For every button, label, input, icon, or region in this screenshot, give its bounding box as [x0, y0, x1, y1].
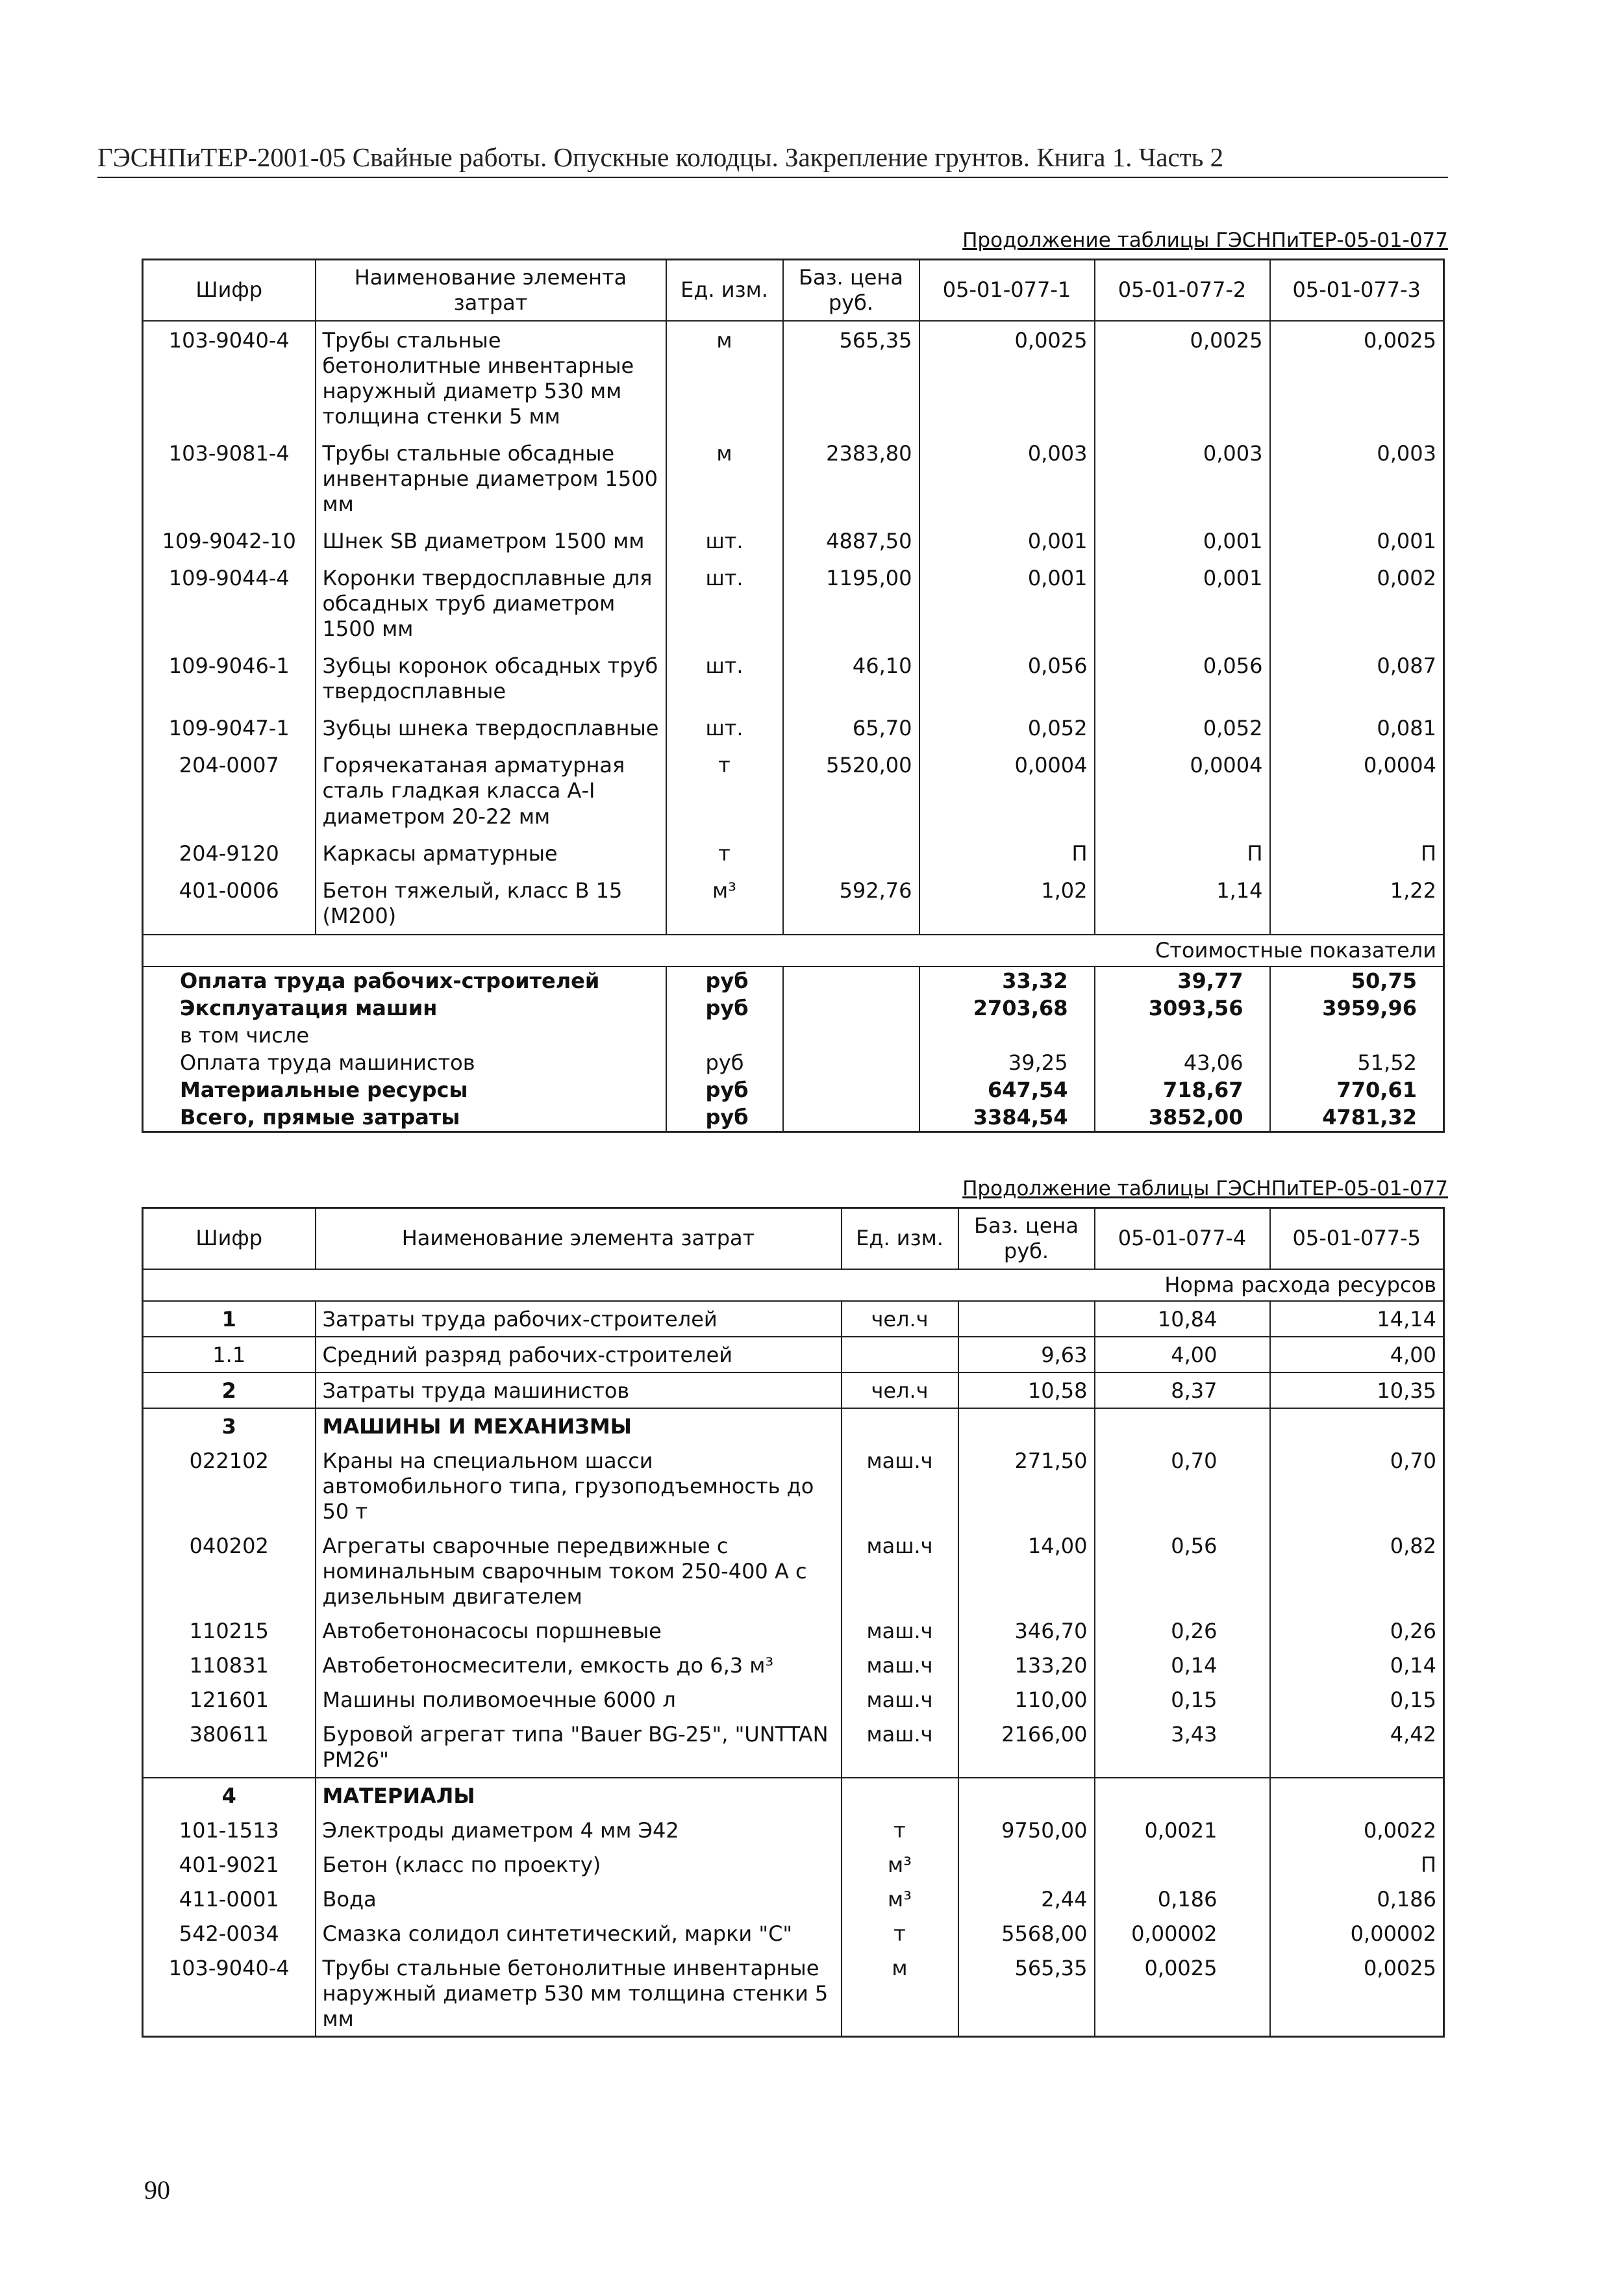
table-row: [143, 1443, 1444, 1528]
cell-value-4: [1095, 1408, 1270, 1443]
table-row: [143, 1301, 1444, 1337]
summary-label: Оплата труда рабочих-строителей: [143, 967, 666, 994]
cell-unit: шт.: [666, 559, 783, 647]
table1-caption: [948, 229, 1448, 252]
page-number: 90: [144, 2175, 170, 2205]
table-row: [143, 321, 1444, 435]
col-header-077-1: 05-01-077-1: [919, 260, 1095, 322]
cell-value-4: 0,0025: [1095, 1951, 1270, 2037]
summary-row: [143, 1022, 1444, 1049]
cell-value-5: 0,15: [1270, 1682, 1444, 1717]
cell-value-3: 0,0004: [1270, 746, 1444, 834]
cell-unit: [842, 1408, 958, 1443]
summary-price-empty: [783, 967, 919, 994]
summary-value-1: 39,25: [919, 1049, 1095, 1076]
cell-name: Бетон (класс по проекту): [316, 1847, 842, 1882]
cell-price: [958, 1301, 1095, 1337]
cell-value-5: П: [1270, 1847, 1444, 1882]
cell-value-4: 4,00: [1095, 1337, 1270, 1372]
cell-unit: т: [666, 746, 783, 834]
cell-price: 9,63: [958, 1337, 1095, 1372]
cell-value-4: 10,84: [1095, 1301, 1270, 1337]
cell-value-3: 0,003: [1270, 435, 1444, 522]
summary-value-2: [1095, 1022, 1270, 1049]
table-row: [143, 1648, 1444, 1682]
table-row: [143, 835, 1444, 872]
cell-value-5: 0,26: [1270, 1613, 1444, 1648]
cell-price: 592,76: [783, 872, 919, 935]
cell-name: Краны на специальном шасси автомобильного типа, грузоподъемность до 50 т: [316, 1443, 842, 1528]
cell-name: Автобетоносмесители, емкость до 6,3 м³: [316, 1648, 842, 1682]
col-header-077-2: 05-01-077-2: [1095, 260, 1270, 322]
cell-name: Затраты труда рабочих-строителей: [316, 1301, 842, 1337]
cell-code: 401-0006: [143, 872, 316, 935]
cell-name: МАШИНЫ И МЕХАНИЗМЫ: [316, 1408, 842, 1443]
cell-value-2: 0,052: [1095, 709, 1270, 746]
summary-label: Оплата труда машинистов: [143, 1049, 666, 1076]
cell-name: Коронки твердосплавные для обсадных труб диаметром 1500 мм: [316, 559, 666, 647]
cell-code: 110831: [143, 1648, 316, 1682]
cell-unit: м³: [666, 872, 783, 935]
cell-unit: маш.ч: [842, 1443, 958, 1528]
cell-unit: [842, 1778, 958, 1813]
table-row: [143, 1528, 1444, 1613]
col-header-name: Наименование элемента затрат: [316, 1208, 842, 1270]
col-header-077-5: 05-01-077-5: [1270, 1208, 1444, 1270]
cell-unit: чел.ч: [842, 1372, 958, 1408]
cell-value-5: 14,14: [1270, 1301, 1444, 1337]
summary-value-3: 51,52: [1270, 1049, 1444, 1076]
cell-value-2: 1,14: [1095, 872, 1270, 935]
cell-value-4: 0,186: [1095, 1882, 1270, 1916]
cell-unit: маш.ч: [842, 1682, 958, 1717]
col-header-unit: Ед. изм.: [842, 1208, 958, 1270]
cell-code: 110215: [143, 1613, 316, 1648]
summary-label: в том числе: [143, 1022, 666, 1049]
cell-price: 9750,00: [958, 1813, 1095, 1847]
cell-value-1: 0,001: [919, 522, 1095, 559]
cell-value-4: [1095, 1778, 1270, 1813]
table-row: [143, 746, 1444, 834]
cell-value-1: 0,0004: [919, 746, 1095, 834]
table-row: [143, 1372, 1444, 1408]
cell-price: [783, 835, 919, 872]
summary-value-1: [919, 1022, 1095, 1049]
cell-value-2: 0,0025: [1095, 321, 1270, 435]
cell-unit: м³: [842, 1847, 958, 1882]
cell-value-5: [1270, 1408, 1444, 1443]
cell-value-4: 0,15: [1095, 1682, 1270, 1717]
cell-value-1: 0,056: [919, 647, 1095, 709]
cell-price: 2,44: [958, 1882, 1095, 1916]
cell-value-1: 0,052: [919, 709, 1095, 746]
summary-value-3: 50,75: [1270, 967, 1444, 994]
table2-header-row: [143, 1208, 1444, 1270]
cell-value-4: 0,00002: [1095, 1916, 1270, 1951]
cell-value-1: П: [919, 835, 1095, 872]
cell-name: Шнек SB диаметром 1500 мм: [316, 522, 666, 559]
cell-code: 109-9044-4: [143, 559, 316, 647]
cell-unit: м: [842, 1951, 958, 2037]
cell-unit: маш.ч: [842, 1717, 958, 1777]
cell-code: 542-0034: [143, 1916, 316, 1951]
cell-unit: маш.ч: [842, 1613, 958, 1648]
summary-value-1: 33,32: [919, 967, 1095, 994]
cell-price: 2166,00: [958, 1717, 1095, 1777]
cell-value-1: 1,02: [919, 872, 1095, 935]
cell-name: Бетон тяжелый, класс В 15 (М200): [316, 872, 666, 935]
running-header: ГЭСНПиТЕР-2001-05 Свайные работы. Опускные колодцы. Закрепление грунтов. Книга 1. Часть 2: [97, 142, 1448, 178]
cell-unit: [842, 1337, 958, 1372]
summary-value-2: 3093,56: [1095, 994, 1270, 1022]
cell-unit: шт.: [666, 647, 783, 709]
summary-unit: руб: [666, 1104, 783, 1132]
col-header-code: Шифр: [143, 1208, 316, 1270]
table-row: [143, 709, 1444, 746]
cell-value-1: 0,0025: [919, 321, 1095, 435]
summary-value-1: 2703,68: [919, 994, 1095, 1022]
table-row: [143, 1882, 1444, 1916]
cell-code: 1.1: [143, 1337, 316, 1372]
table2-caption-text: Продолжение таблицы ГЭСНПиТЕР-05-01-077: [962, 1177, 1448, 1200]
cell-code: 103-9081-4: [143, 435, 316, 522]
cell-code: 204-9120: [143, 835, 316, 872]
cell-price: 346,70: [958, 1613, 1095, 1648]
cell-unit: м: [666, 435, 783, 522]
table2-band-row: [143, 1269, 1444, 1301]
cell-name: Каркасы арматурные: [316, 835, 666, 872]
table-row: [143, 872, 1444, 935]
summary-row: [143, 1104, 1444, 1132]
cell-name: Машины поливомоечные 6000 л: [316, 1682, 842, 1717]
table-row: [143, 1337, 1444, 1372]
cell-value-2: 0,056: [1095, 647, 1270, 709]
cell-value-4: [1095, 1847, 1270, 1882]
col-header-077-3: 05-01-077-3: [1270, 260, 1444, 322]
cell-name: Смазка солидол синтетический, марки "С": [316, 1916, 842, 1951]
table-row: [143, 1717, 1444, 1777]
summary-price-empty: [783, 1076, 919, 1104]
cell-code: 109-9047-1: [143, 709, 316, 746]
table1-header-row: [143, 260, 1444, 322]
cell-price: 110,00: [958, 1682, 1095, 1717]
cell-code: 121601: [143, 1682, 316, 1717]
summary-value-2: 43,06: [1095, 1049, 1270, 1076]
cell-value-3: 0,001: [1270, 522, 1444, 559]
summary-value-3: 770,61: [1270, 1076, 1444, 1104]
cell-value-2: 0,003: [1095, 435, 1270, 522]
cell-price: 46,10: [783, 647, 919, 709]
cell-value-5: 10,35: [1270, 1372, 1444, 1408]
cell-name: Горячекатаная арматурная сталь гладкая класса А-I диаметром 20-22 мм: [316, 746, 666, 834]
cell-price: 565,35: [783, 321, 919, 435]
summary-unit: [666, 1022, 783, 1049]
cell-code: 401-9021: [143, 1847, 316, 1882]
cell-name: Электроды диаметром 4 мм Э42: [316, 1813, 842, 1847]
col-header-name: Наименование элемента затрат: [316, 260, 666, 322]
cell-value-4: 0,0021: [1095, 1813, 1270, 1847]
table-row: [143, 435, 1444, 522]
summary-value-3: 4781,32: [1270, 1104, 1444, 1132]
summary-row: [143, 967, 1444, 994]
cell-value-4: 0,14: [1095, 1648, 1270, 1682]
summary-value-3: [1270, 1022, 1444, 1049]
cell-code: 040202: [143, 1528, 316, 1613]
summary-row: [143, 994, 1444, 1022]
col-header-price: Баз. цена руб.: [958, 1208, 1095, 1270]
cell-value-5: 0,00002: [1270, 1916, 1444, 1951]
cell-value-2: 0,0004: [1095, 746, 1270, 834]
cell-value-2: 0,001: [1095, 559, 1270, 647]
cell-name: Средний разряд рабочих-строителей: [316, 1337, 842, 1372]
table-row: [143, 1613, 1444, 1648]
cell-price: 14,00: [958, 1528, 1095, 1613]
cell-unit: шт.: [666, 709, 783, 746]
table-row: [143, 559, 1444, 647]
summary-row: [143, 1076, 1444, 1104]
table-row: [143, 647, 1444, 709]
cell-value-4: 8,37: [1095, 1372, 1270, 1408]
cell-code: 103-9040-4: [143, 321, 316, 435]
table2-caption: [948, 1177, 1448, 1200]
cell-value-5: 0,82: [1270, 1528, 1444, 1613]
summary-price-empty: [783, 1022, 919, 1049]
cell-code: 380611: [143, 1717, 316, 1777]
cell-code: 101-1513: [143, 1813, 316, 1847]
cell-unit: чел.ч: [842, 1301, 958, 1337]
cell-name: Трубы стальные бетонолитные инвентарные наружный диаметр 530 мм толщина стенки 5 мм: [316, 1951, 842, 2037]
cell-code: 2: [143, 1372, 316, 1408]
cell-unit: т: [842, 1813, 958, 1847]
table-row: [143, 1951, 1444, 2037]
cell-value-3: 1,22: [1270, 872, 1444, 935]
cell-name: Трубы стальные обсадные инвентарные диаметром 1500 мм: [316, 435, 666, 522]
cell-price: 5520,00: [783, 746, 919, 834]
cell-name: Зубцы коронок обсадных труб твердосплавные: [316, 647, 666, 709]
summary-price-empty: [783, 1049, 919, 1076]
table-row: [143, 522, 1444, 559]
cell-name: Зубцы шнека твердосплавные: [316, 709, 666, 746]
cell-unit: т: [666, 835, 783, 872]
col-header-code: Шифр: [143, 260, 316, 322]
cell-unit: шт.: [666, 522, 783, 559]
cell-unit: маш.ч: [842, 1648, 958, 1682]
cell-price: 133,20: [958, 1648, 1095, 1682]
cell-value-4: 0,26: [1095, 1613, 1270, 1648]
cell-value-3: 0,081: [1270, 709, 1444, 746]
cell-name: Затраты труда машинистов: [316, 1372, 842, 1408]
col-header-077-4: 05-01-077-4: [1095, 1208, 1270, 1270]
cell-price: 1195,00: [783, 559, 919, 647]
summary-label: Всего, прямые затраты: [143, 1104, 666, 1132]
cell-value-5: 0,0022: [1270, 1813, 1444, 1847]
cell-unit: маш.ч: [842, 1528, 958, 1613]
summary-unit: руб: [666, 1076, 783, 1104]
cell-price: 271,50: [958, 1443, 1095, 1528]
cell-price: 65,70: [783, 709, 919, 746]
cell-value-5: 4,00: [1270, 1337, 1444, 1372]
cell-value-4: 0,70: [1095, 1443, 1270, 1528]
table-row: [143, 1847, 1444, 1882]
table2-band-label: Норма расхода ресурсов: [143, 1269, 1444, 1301]
cell-unit: м: [666, 321, 783, 435]
cell-code: 109-9046-1: [143, 647, 316, 709]
cell-code: 204-0007: [143, 746, 316, 834]
cell-code: 4: [143, 1778, 316, 1813]
cell-value-1: 0,001: [919, 559, 1095, 647]
section-row: [143, 1778, 1444, 1813]
cell-value-5: 4,42: [1270, 1717, 1444, 1777]
section-row: [143, 1408, 1444, 1443]
cell-price: 565,35: [958, 1951, 1095, 2037]
cell-value-3: П: [1270, 835, 1444, 872]
table-row: [143, 1682, 1444, 1717]
cell-name: Агрегаты сварочные передвижные с номинальным сварочным током 250-400 А с дизельным двигателем: [316, 1528, 842, 1613]
table2: [142, 1207, 1445, 2038]
summary-price-empty: [783, 994, 919, 1022]
cell-value-3: 0,002: [1270, 559, 1444, 647]
cell-code: 3: [143, 1408, 316, 1443]
cell-value-4: 3,43: [1095, 1717, 1270, 1777]
summary-unit: руб: [666, 967, 783, 994]
cell-unit: т: [842, 1916, 958, 1951]
cell-code: 411-0001: [143, 1882, 316, 1916]
table-row: [143, 1916, 1444, 1951]
cell-value-5: 0,0025: [1270, 1951, 1444, 2037]
summary-row: [143, 1049, 1444, 1076]
cell-price: [958, 1778, 1095, 1813]
cell-value-5: 0,14: [1270, 1648, 1444, 1682]
summary-value-2: 39,77: [1095, 967, 1270, 994]
cell-price: 10,58: [958, 1372, 1095, 1408]
cell-price: 2383,80: [783, 435, 919, 522]
cell-value-1: 0,003: [919, 435, 1095, 522]
cell-name: Автобетононасосы поршневые: [316, 1613, 842, 1648]
cell-code: 1: [143, 1301, 316, 1337]
summary-label: Материальные ресурсы: [143, 1076, 666, 1104]
cell-price: 5568,00: [958, 1916, 1095, 1951]
cell-code: 103-9040-4: [143, 1951, 316, 2037]
table1-band-label: Стоимостные показатели: [143, 935, 1444, 967]
cell-value-5: 0,186: [1270, 1882, 1444, 1916]
table-row: [143, 1813, 1444, 1847]
cell-value-2: П: [1095, 835, 1270, 872]
summary-value-1: 3384,54: [919, 1104, 1095, 1132]
summary-value-3: 3959,96: [1270, 994, 1444, 1022]
summary-value-2: 718,67: [1095, 1076, 1270, 1104]
table1-band-row: [143, 935, 1444, 967]
cell-value-4: 0,56: [1095, 1528, 1270, 1613]
cell-code: 109-9042-10: [143, 522, 316, 559]
cell-value-3: 0,0025: [1270, 321, 1444, 435]
cell-value-5: [1270, 1778, 1444, 1813]
cell-price: 4887,50: [783, 522, 919, 559]
cell-value-5: 0,70: [1270, 1443, 1444, 1528]
summary-value-1: 647,54: [919, 1076, 1095, 1104]
cell-value-3: 0,087: [1270, 647, 1444, 709]
col-header-unit: Ед. изм.: [666, 260, 783, 322]
cell-price: [958, 1847, 1095, 1882]
col-header-price: Баз. цена руб.: [783, 260, 919, 322]
summary-value-2: 3852,00: [1095, 1104, 1270, 1132]
cell-name: Вода: [316, 1882, 842, 1916]
summary-unit: руб: [666, 994, 783, 1022]
cell-code: 022102: [143, 1443, 316, 1528]
cell-unit: м³: [842, 1882, 958, 1916]
table1-caption-text: Продолжение таблицы ГЭСНПиТЕР-05-01-077: [962, 229, 1448, 252]
table1: [142, 259, 1445, 1133]
summary-label: Эксплуатация машин: [143, 994, 666, 1022]
summary-price-empty: [783, 1104, 919, 1132]
cell-price: [958, 1408, 1095, 1443]
cell-name: Трубы стальные бетонолитные инвентарные наружный диаметр 530 мм толщина стенки 5 мм: [316, 321, 666, 435]
cell-name: Буровой агрегат типа "Bauer BG-25", "UNTTAN PM26": [316, 1717, 842, 1777]
cell-value-2: 0,001: [1095, 522, 1270, 559]
summary-unit: руб: [666, 1049, 783, 1076]
cell-name: МАТЕРИАЛЫ: [316, 1778, 842, 1813]
